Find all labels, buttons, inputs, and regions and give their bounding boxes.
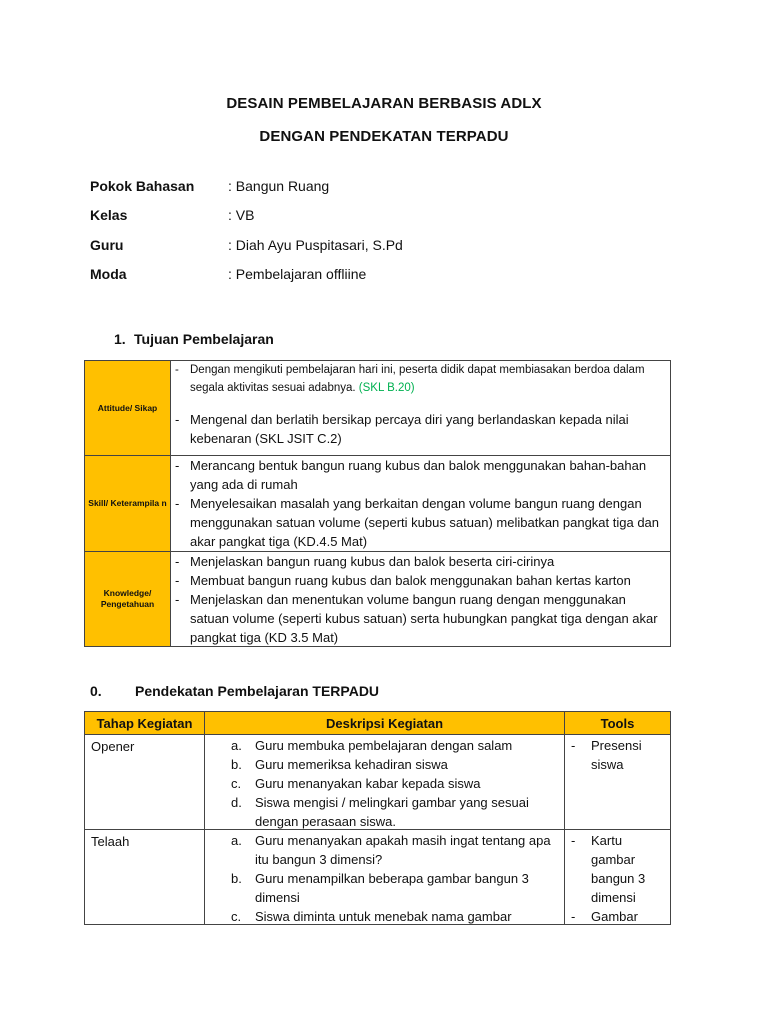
section-number: 1. (114, 331, 126, 347)
list-item: b. Guru memeriksa kehadiran siswa (231, 757, 448, 772)
meta-key: Pokok Bahasan (90, 178, 195, 194)
header-deskripsi: Deskripsi Kegiatan (205, 712, 565, 734)
row-content (171, 456, 670, 551)
list-item: - Menyelesaikan masalah yang berkaitan dengan volume bangun ruang dengan menggunakan satuan volume (seperti kubus satuan) melibatkan pangkat tiga dan akar pangkat tiga (KD.4.5 Mat) (175, 496, 660, 549)
section-number: 0. (90, 683, 102, 699)
section-heading-tujuan (114, 331, 274, 347)
list-item: c. Guru menanyakan kabar kepada siswa (231, 776, 481, 791)
header-tools: Tools (600, 715, 635, 731)
list-item: - Merancang bentuk bangun ruang kubus dan balok menggunakan bahan-bahan yang ada di rumah (175, 458, 647, 492)
stage-cell: Opener (85, 735, 205, 829)
header-tahap: Tahap Kegiatan (85, 712, 205, 734)
description-cell (205, 735, 565, 829)
row-label: Attitude/ Sikap (85, 361, 171, 455)
list-item: - Mengenal dan berlatih bersikap percaya diri yang berlandaskan kepada nilai kebenaran (SKL JSIT C.2) (175, 412, 629, 446)
tujuan-row-attitude (85, 361, 670, 455)
list-item: - Membuat bangun ruang kubus dan balok menggunakan bahan kertas karton (175, 573, 631, 588)
list-item: - Dengan mengikuti pembelajaran hari ini, peserta didik dapat membiasakan berdoa dalam segala aktivitas sesuai adabnya. (SKL B.20) (175, 364, 645, 394)
section-heading-pendekatan (90, 683, 379, 699)
list-item: - Presensi siswa (571, 738, 642, 772)
tujuan-row-skill (85, 455, 670, 551)
document-title: DESAIN PEMBELAJARAN BERBASIS ADLX (226, 95, 542, 112)
skl-reference: (SKL B.20) (358, 382, 415, 394)
meta-row-kelas (90, 207, 254, 223)
meta-value: : VB (228, 207, 255, 223)
description-cell (205, 830, 565, 924)
row-content (171, 361, 670, 455)
meta-row-moda (90, 266, 366, 282)
tujuan-table (84, 360, 671, 647)
list-item: - Menjelaskan bangun ruang kubus dan balok beserta ciri-cirinya (175, 554, 555, 569)
meta-key: Moda (90, 266, 127, 282)
row-content (171, 552, 670, 646)
row-label: Skill/ Keterampila n (85, 456, 171, 551)
meta-value: : Pembelajaran offliine (228, 266, 367, 282)
tools-cell (565, 735, 670, 829)
list-item: b. Guru menampilkan beberapa gambar bangun 3 dimensi (231, 871, 529, 905)
meta-value: : Diah Ayu Puspitasari, S.Pd (228, 237, 403, 253)
section-title: Pendekatan Pembelajaran TERPADU (135, 683, 380, 699)
meta-row-guru (90, 237, 403, 253)
meta-key: Kelas (90, 207, 128, 223)
table-row-telaah (85, 830, 670, 924)
section-title: Tujuan Pembelajaran (134, 331, 274, 347)
list-item: - Kartu gambar bangun 3 dimensi (571, 833, 646, 905)
list-item: a. Guru menanyakan apakah masih ingat tentang apa itu bangun 3 dimensi? (231, 833, 551, 867)
document-subtitle: DENGAN PENDEKATAN TERPADU (259, 128, 509, 145)
list-item: c. Siswa diminta untuk menebak nama gambar (231, 909, 512, 924)
row-label: Knowledge/ Pengetahuan (85, 552, 171, 646)
list-item: a. Guru membuka pembelajaran dengan salam (231, 738, 513, 753)
tools-cell (565, 830, 670, 924)
list-item: - Gambar (571, 909, 638, 924)
meta-row-pokok-bahasan (90, 178, 329, 194)
kegiatan-table (84, 711, 671, 925)
table-header (85, 712, 670, 735)
table-row-opener (85, 735, 670, 830)
list-item: d. Siswa mengisi / melingkari gambar yang sesuai dengan perasaan siswa. (231, 795, 529, 829)
stage-cell: Telaah (85, 830, 205, 924)
tujuan-row-knowledge (85, 551, 670, 646)
list-item: - Menjelaskan dan menentukan volume bangun ruang dengan menggunakan satuan volume (seperti kubus satuan) serta hubungkan pangkat tiga dengan akar pangkat tiga (KD 3.5 Mat) (175, 592, 658, 645)
meta-key: Guru (90, 237, 124, 253)
meta-value: : Bangun Ruang (228, 178, 330, 194)
